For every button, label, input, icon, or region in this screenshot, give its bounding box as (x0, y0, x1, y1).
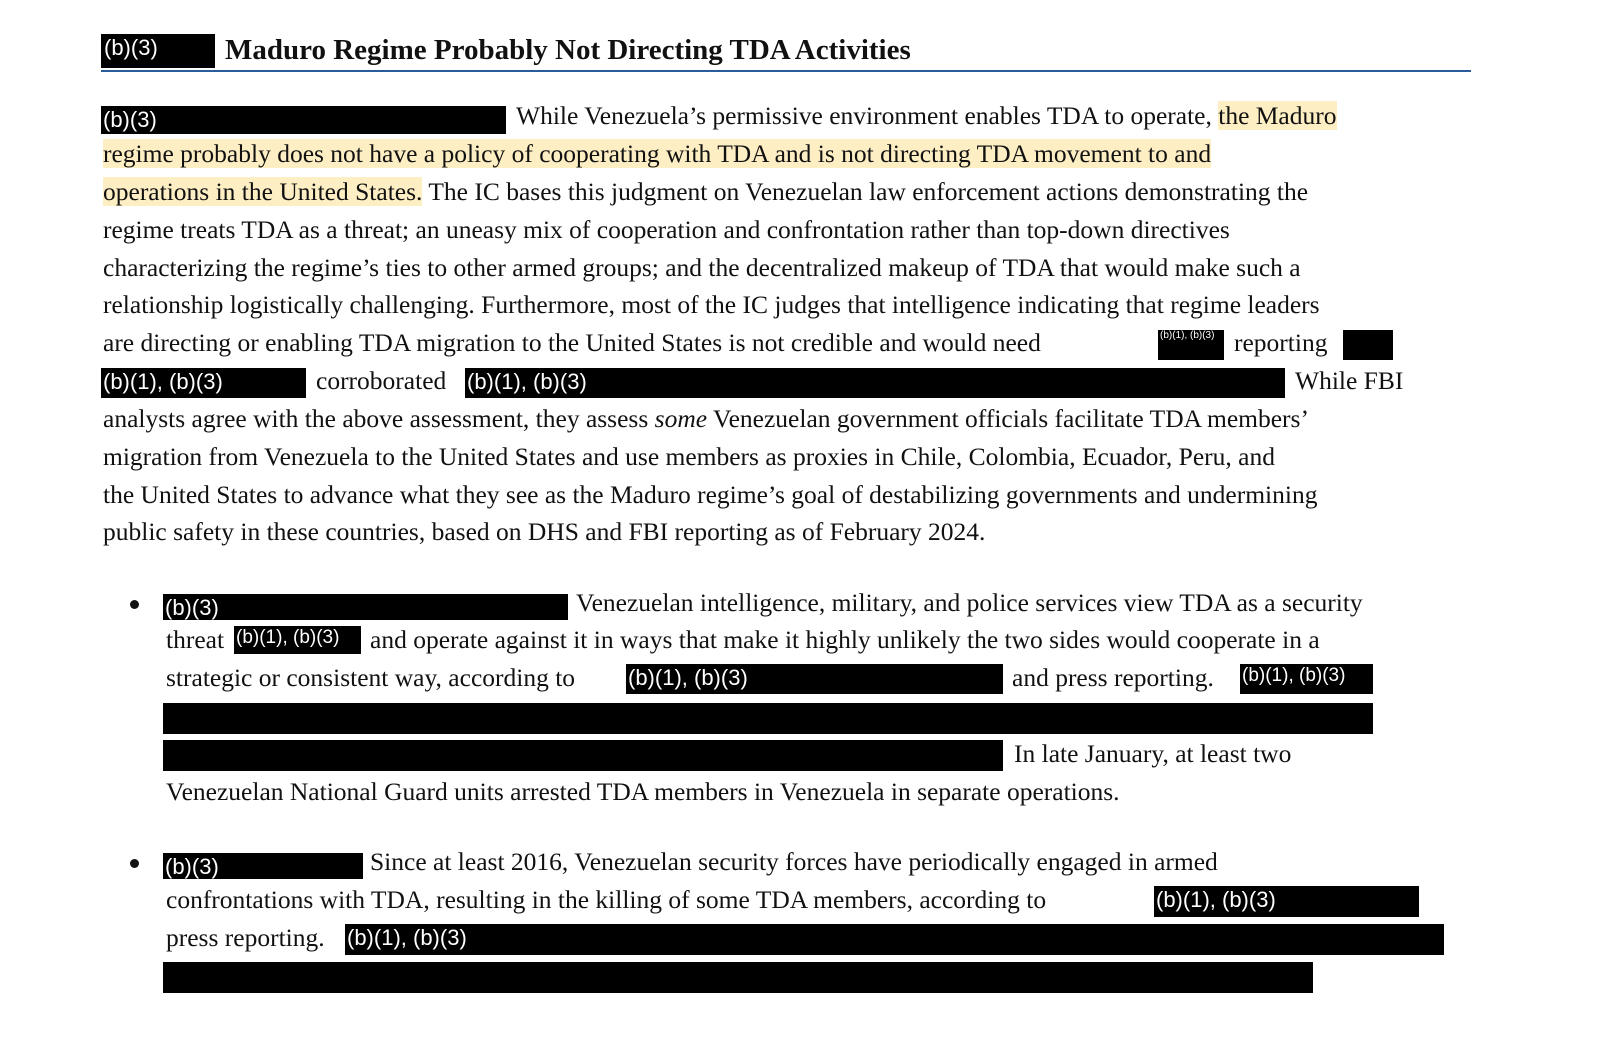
bullet-2-line-3: press reporting. (166, 923, 325, 952)
redaction-marker: (b)(1), (b)(3) (1158, 330, 1224, 360)
section-header (101, 34, 1471, 72)
paragraph-redaction-marker: (b)(3) (101, 106, 506, 134)
paragraph-line-12: public safety in these countries, based on DHS and FBI reporting as of February 2024. (103, 517, 986, 546)
paragraph-line-10: migration from Venezuela to the United States and use members as proxies in Chile, Colombia, Ecuador, Peru, and (103, 442, 1275, 471)
section-title: Maduro Regime Probably Not Directing TDA Activities (225, 34, 911, 66)
bullet-dot (130, 600, 139, 609)
paragraph-line-9: analysts agree with the above assessment, they assess some Venezuelan government officials facilitate TDA members’ (103, 404, 1309, 433)
redaction-marker: (b)(1), (b)(3) (234, 626, 361, 654)
paragraph-line-8: corroborated (316, 366, 447, 395)
paragraph-line-5: characterizing the regime’s ties to other armed groups; and the decentralized makeup of TDA that would make such a (103, 253, 1301, 282)
paragraph-line-3: operations in the United States. The IC bases this judgment on Venezuelan law enforcement actions demonstrating the (103, 177, 1309, 206)
bullet-1-line-2: threat (166, 625, 225, 654)
redaction-block (1343, 330, 1393, 360)
redaction-marker: (b)(1), (b)(3) (101, 368, 306, 398)
bullet-2-line-2: confrontations with TDA, resulting in the killing of some TDA members, according to (166, 885, 1047, 914)
redaction-marker: (b)(1), (b)(3) (1240, 664, 1373, 694)
paragraph-line-1: While Venezuela’s permissive environment enables TDA to operate, the Maduro (516, 101, 1337, 130)
redaction-block (163, 703, 1373, 734)
redaction-marker: (b)(1), (b)(3) (465, 368, 1285, 398)
bullet-1-line-3: strategic or consistent way, according to (166, 663, 576, 692)
redaction-block (163, 740, 1003, 771)
bullet-1-line-3-mid: and press reporting. (1012, 663, 1214, 692)
redaction-marker: (b)(1), (b)(3) (626, 664, 1003, 694)
bullet-1-line-5: In late January, at least two (1014, 739, 1292, 768)
paragraph-line-8-tail: While FBI (1295, 366, 1404, 395)
paragraph-line-2: regime probably does not have a policy of cooperating with TDA and is not directing TDA movement to and (103, 139, 1212, 168)
redaction-marker: (b)(3) (163, 594, 568, 620)
bullet-dot (130, 859, 139, 868)
redaction-marker: (b)(1), (b)(3) (345, 924, 1444, 955)
paragraph-line-7: are directing or enabling TDA migration to the United States is not credible and would need (103, 328, 1041, 357)
header-redaction-marker: (b)(3) (101, 34, 215, 68)
paragraph-line-11: the United States to advance what they see as the Maduro regime’s goal of destabilizing governments and undermining (103, 480, 1318, 509)
bullet-1-line-6: Venezuelan National Guard units arrested TDA members in Venezuela in separate operations. (166, 777, 1120, 806)
bullet-2-line-1: Since at least 2016, Venezuelan security forces have periodically engaged in armed (370, 847, 1218, 876)
paragraph-line-7-tail: reporting (1234, 328, 1328, 357)
redaction-marker: (b)(1), (b)(3) (1154, 886, 1419, 917)
paragraph-line-6: relationship logistically challenging. Furthermore, most of the IC judges that intelligence indicating that regime leaders (103, 290, 1320, 319)
bullet-1-line-2-tail: and operate against it in ways that make it highly unlikely the two sides would cooperate in a (370, 625, 1320, 654)
bullet-1-line-1: Venezuelan intelligence, military, and police services view TDA as a security (576, 588, 1363, 617)
redaction-marker: (b)(3) (163, 853, 363, 879)
redaction-block (163, 962, 1313, 993)
paragraph-line-4: regime treats TDA as a threat; an uneasy mix of cooperation and confrontation rather than top-down directives (103, 215, 1230, 244)
